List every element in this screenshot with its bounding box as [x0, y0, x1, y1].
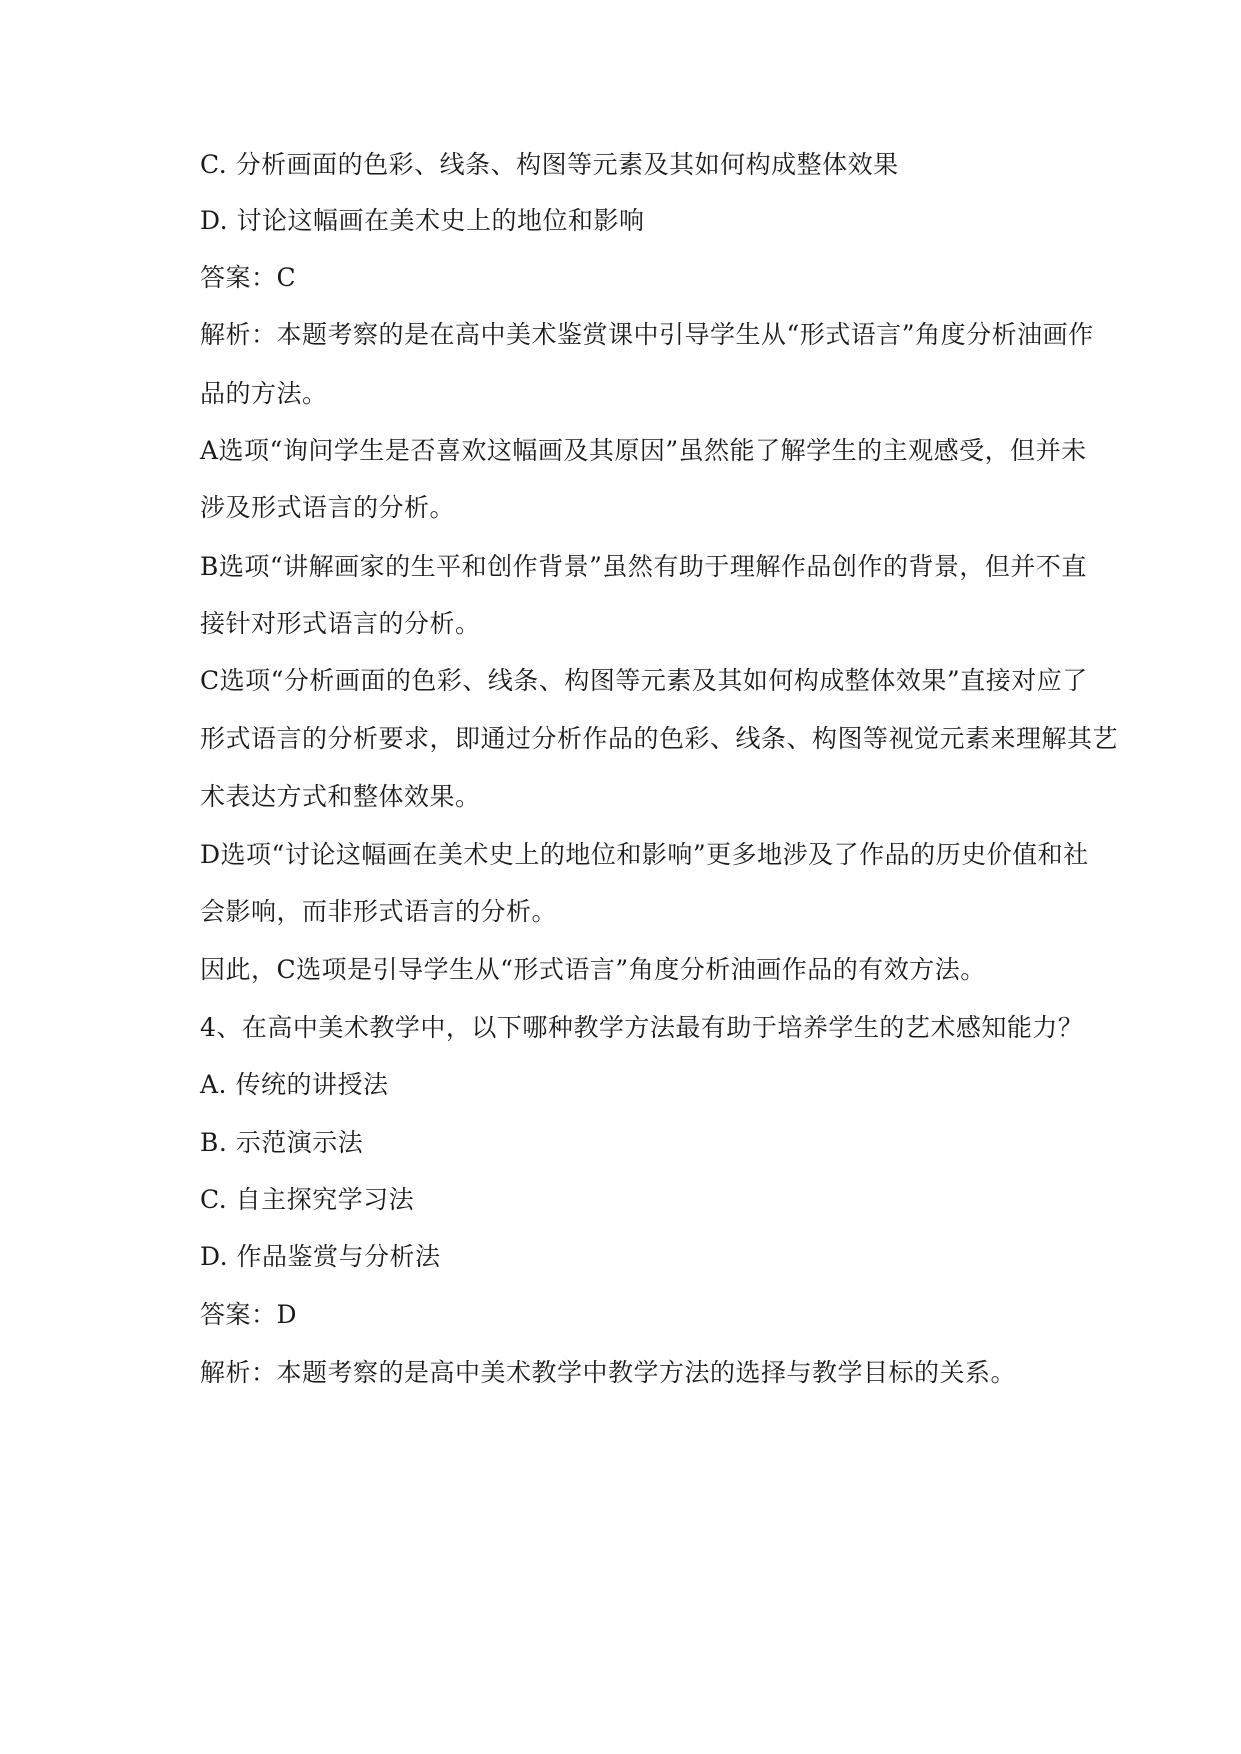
analysis-line: 解析：本题考察的是高中美术教学中教学方法的选择与教学目标的关系。	[200, 1358, 1017, 1387]
analysis-line: 品的方法。	[200, 379, 328, 408]
analysis-line: 会影响，而非形式语言的分析。	[200, 897, 558, 926]
analysis-line: 解析：本题考察的是在高中美术鉴赏课中引导学生从“形式语言”角度分析油画作	[200, 320, 1094, 349]
analysis-line: D选项“讨论这幅画在美术史上的地位和影响”更多地涉及了作品的历史价值和社	[200, 840, 1089, 869]
analysis-line: B选项“讲解画家的生平和创作背景”虽然有助于理解作品创作的背景，但并不直	[200, 552, 1087, 581]
answer-line: 答案：C	[200, 263, 297, 292]
analysis-line: 涉及形式语言的分析。	[200, 493, 456, 522]
question-line: 4、在高中美术教学中，以下哪种教学方法最有助于培养学生的艺术感知能力？	[200, 1013, 1084, 1042]
option-d-line: D. 作品鉴赏与分析法	[200, 1242, 441, 1271]
analysis-line: C选项“分析画面的色彩、线条、构图等元素及其如何构成整体效果”直接对应了	[200, 666, 1088, 695]
conclusion-line: 因此，C选项是引导学生从“形式语言”角度分析油画作品的有效方法。	[200, 955, 986, 984]
analysis-line: 术表达方式和整体效果。	[200, 782, 481, 811]
option-c-line: C. 分析画面的色彩、线条、构图等元素及其如何构成整体效果	[200, 150, 899, 179]
answer-line: 答案：D	[200, 1300, 298, 1329]
analysis-line: 接针对形式语言的分析。	[200, 609, 481, 638]
analysis-line: 形式语言的分析要求，即通过分析作品的色彩、线条、构图等视觉元素来理解其艺	[200, 724, 1119, 753]
analysis-line: A选项“询问学生是否喜欢这幅画及其原因”虽然能了解学生的主观感受，但并未	[200, 436, 1087, 465]
option-c-line: C. 自主探究学习法	[200, 1185, 415, 1214]
option-b-line: B. 示范演示法	[200, 1128, 364, 1157]
option-d-line: D. 讨论这幅画在美术史上的地位和影响	[200, 206, 645, 235]
option-a-line: A. 传统的讲授法	[200, 1070, 389, 1099]
